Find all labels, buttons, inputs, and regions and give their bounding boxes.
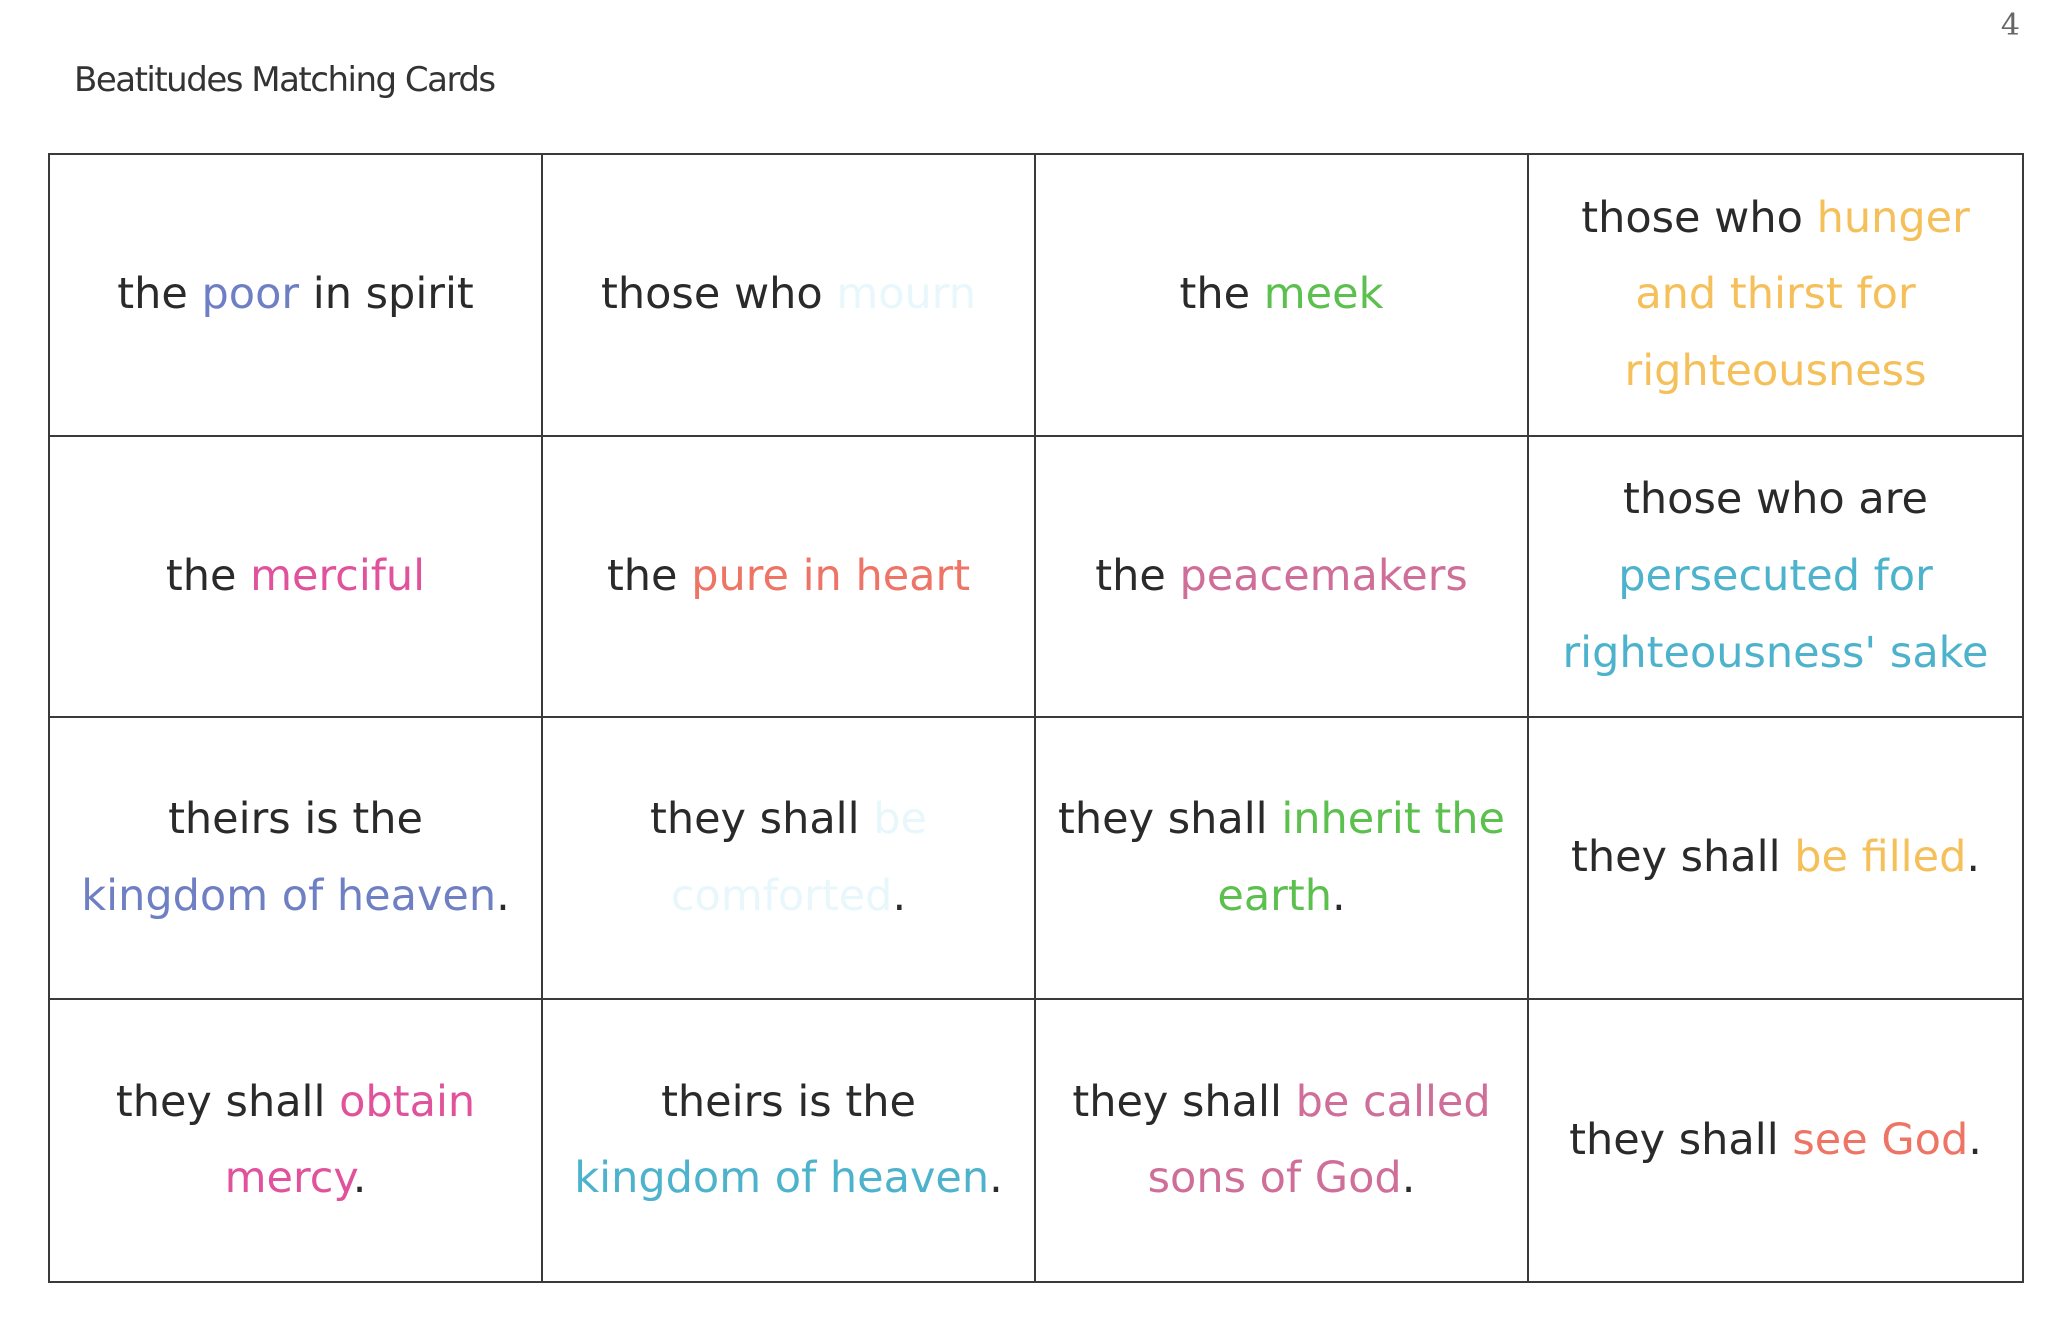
card-text-plain: they shall <box>115 1076 340 1127</box>
card-grid <box>48 153 2024 1283</box>
card-text-plain: . <box>1331 870 1346 921</box>
card-the-meek <box>1036 155 1529 437</box>
card-inherit-the-earth <box>1036 718 1529 1000</box>
card-text-highlight: be called sons of God <box>1147 1076 1491 1204</box>
card-text-highlight: merciful <box>250 550 426 601</box>
card-text-highlight: poor <box>201 269 300 320</box>
card-text-plain: they shall <box>1569 1114 1793 1165</box>
card-text-highlight: hunger and thirst for righteousness <box>1624 192 1970 397</box>
card-text-plain: . <box>1968 1114 1982 1165</box>
card-text-plain: they shall <box>1058 794 1282 845</box>
card-text-highlight: kingdom of heaven <box>81 870 497 921</box>
card-text-highlight: mourn <box>836 269 976 320</box>
card-text-plain: they shall <box>1570 832 1795 883</box>
card-text-plain: the <box>117 269 202 320</box>
card-text-plain: theirs is the <box>661 1076 916 1127</box>
card-text-highlight: peacemakers <box>1179 550 1468 601</box>
card-text-highlight: meek <box>1263 269 1384 320</box>
card-text-highlight: persecuted for righteousness' sake <box>1562 550 1989 678</box>
card-text-plain: those who <box>601 269 837 320</box>
card-the-merciful <box>50 437 543 719</box>
card-text-plain: . <box>989 1153 1003 1204</box>
card-text-plain: the <box>1095 550 1180 601</box>
card-text-highlight: kingdom of heaven <box>574 1153 990 1204</box>
page-title: Beatitudes Matching Cards <box>74 60 495 100</box>
card-kingdom-of-heaven-2 <box>543 1000 1036 1282</box>
card-those-who-hunger <box>1529 155 2022 437</box>
card-text-plain: they shall <box>1072 1076 1296 1127</box>
card-text-plain: . <box>496 870 510 921</box>
page-number: 4 <box>2000 8 2020 43</box>
card-text-plain: the <box>165 550 251 601</box>
card-be-called-sons-of-god <box>1036 1000 1529 1282</box>
card-the-peacemakers <box>1036 437 1529 719</box>
card-obtain-mercy <box>50 1000 543 1282</box>
card-text-plain: . <box>892 870 907 921</box>
card-text-highlight: inherit the earth <box>1217 794 1505 921</box>
card-be-comforted <box>543 718 1036 1000</box>
card-text-plain: theirs is the <box>168 794 423 845</box>
card-those-who-are-persecuted <box>1529 437 2022 719</box>
card-those-who-mourn <box>543 155 1036 437</box>
card-text-plain: the <box>606 550 692 601</box>
card-text-plain: those who <box>1581 192 1817 243</box>
card-text-plain: . <box>352 1153 367 1204</box>
card-the-poor-in-spirit <box>50 155 543 437</box>
card-be-filled <box>1529 718 2022 1000</box>
card-text-highlight: be filled <box>1794 832 1967 883</box>
card-the-pure-in-heart <box>543 437 1036 719</box>
card-text-plain: . <box>1966 832 1981 883</box>
card-kingdom-of-heaven-1 <box>50 718 543 1000</box>
card-text-highlight: be comforted <box>670 794 927 921</box>
card-see-god <box>1529 1000 2022 1282</box>
card-text-highlight: obtain mercy <box>224 1076 476 1204</box>
card-text-plain: in spirit <box>299 269 474 320</box>
card-text-highlight: pure in heart <box>691 550 971 601</box>
card-text-plain: the <box>1179 269 1264 320</box>
card-text-plain: they shall <box>649 794 874 845</box>
card-text-highlight: see God <box>1792 1114 1969 1165</box>
card-text-plain: those who are <box>1623 474 1928 525</box>
card-text-plain: . <box>1401 1153 1416 1204</box>
